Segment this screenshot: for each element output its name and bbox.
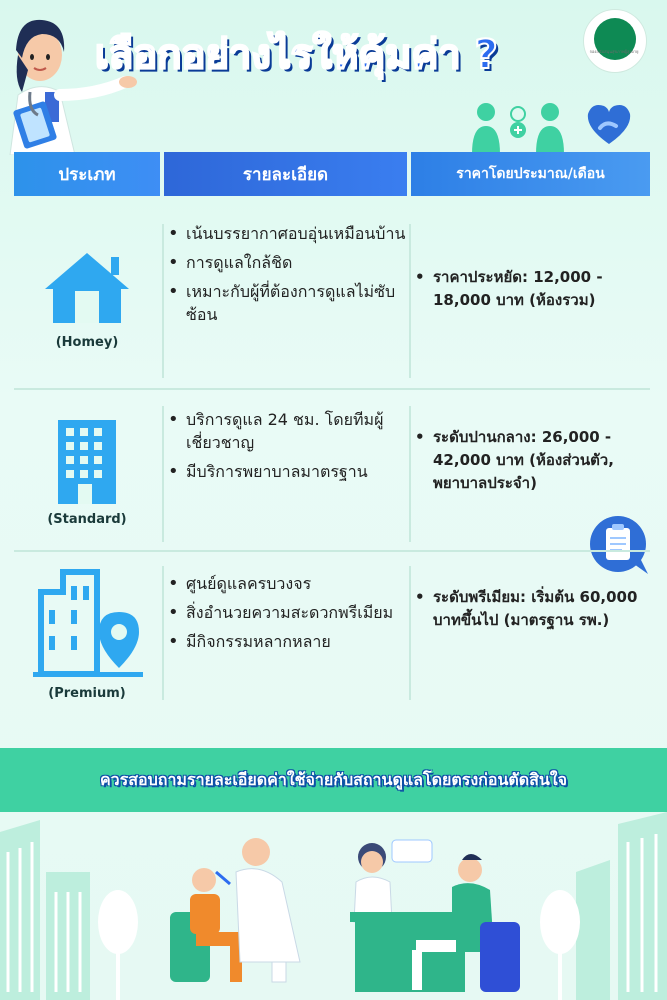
detail-item: • บริการดูแล 24 ชม. โดยทีมผู้เชี่ยวชาญ xyxy=(164,408,407,454)
detail-cell xyxy=(164,214,407,384)
footer-illustration xyxy=(0,812,667,1000)
price-text: • ราคาประหยัด: 12,000 - 18,000 บาท (ห้องรวม) xyxy=(411,266,650,312)
premium-building-pin-icon xyxy=(27,562,147,678)
detail-item: • สิ่งอำนวยความสะดวกพรีเมียม xyxy=(164,601,407,624)
price-cell xyxy=(411,214,650,384)
table-row xyxy=(14,396,650,548)
row-divider xyxy=(14,388,650,390)
detail-item: • เหมาะกับผู้ที่ต้องการดูแลไม่ซับซ้อน xyxy=(164,280,407,326)
detail-cell xyxy=(164,396,407,548)
care-scene-illustration xyxy=(0,812,667,1000)
detail-item: • ศูนย์ดูแลครบวงจร xyxy=(164,572,407,595)
type-label: (Homey) xyxy=(55,334,119,350)
header-price: ราคาโดยประมาณ/เดือน xyxy=(411,152,650,196)
header-type: ประเภท xyxy=(14,152,160,196)
table-row xyxy=(14,214,650,384)
page-title: เลือกอย่างไรให้คุ้มค่า ? xyxy=(95,32,498,78)
type-cell xyxy=(14,396,160,548)
type-label: (Standard) xyxy=(47,511,127,527)
detail-item: • การดูแลใกล้ชิด xyxy=(164,251,407,274)
type-label: (Premium) xyxy=(48,685,126,701)
advice-banner xyxy=(0,748,667,812)
building-icon xyxy=(52,418,122,504)
logo-caption: กองสนับสนุนสุขภาพผู้สูงอายุ xyxy=(589,49,639,54)
header-details: รายละเอียด xyxy=(164,152,407,196)
comparison-table xyxy=(14,152,650,707)
detail-item: • มีบริการพยาบาลมาตรฐาน xyxy=(164,460,407,483)
detail-cell xyxy=(164,556,407,706)
logo xyxy=(584,10,646,72)
price-text: • ระดับปานกลาง: 26,000 - 42,000 บาท (ห้องส่วนตัว, พยาบาลประจำ) xyxy=(411,426,650,495)
header xyxy=(0,0,667,150)
type-cell xyxy=(14,556,160,706)
advice-text: ควรสอบถามรายละเอียดค่าใช้จ่ายกับสถานดูแลโดยตรงก่อนตัดสินใจ xyxy=(99,769,568,789)
people-consult-icon xyxy=(470,98,566,154)
row-divider xyxy=(14,550,650,552)
type-cell xyxy=(14,214,160,384)
price-cell xyxy=(411,396,650,548)
detail-item: • มีกิจกรรมหลากหลาย xyxy=(164,630,407,653)
price-text: • ระดับพรีเมียม: เริ่มต้น 60,000 บาทขึ้นไป (มาตรฐาน รพ.) xyxy=(411,586,650,632)
price-cell xyxy=(411,556,650,706)
table-row xyxy=(14,556,650,706)
house-icon xyxy=(41,249,133,327)
detail-item: • เน้นบรรยากาศอบอุ่นเหมือนบ้าน xyxy=(164,222,407,245)
heart-hands-icon xyxy=(582,98,636,148)
